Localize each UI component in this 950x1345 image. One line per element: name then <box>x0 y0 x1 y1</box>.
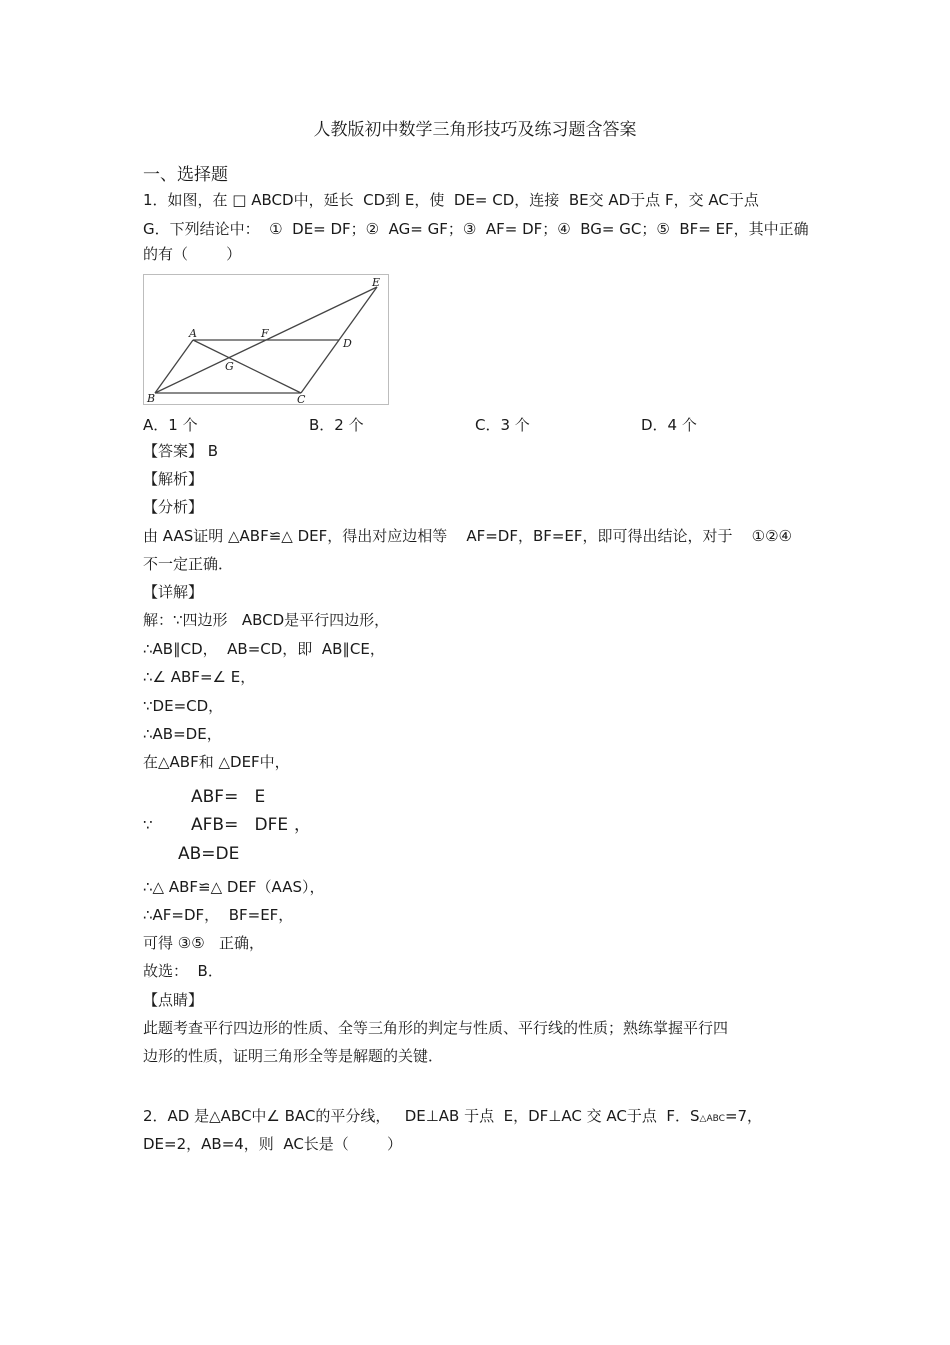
solution-step: ∴AB∥CD， AB=CD，即 AB∥CE， <box>143 640 385 658</box>
q1-stem-line1: 1．如图，在 □ ABCD中，延长 CD到 E，使 DE= CD，连接 BE交 AD于点 F，交 AC于点 <box>143 191 759 209</box>
conclusion-line: ∴△ ABF≌△ DEF（AAS）， <box>143 878 325 896</box>
xiangjie-heading: 【详解】 <box>143 583 204 601</box>
label-a: A <box>189 327 197 340</box>
label-g: G <box>225 360 234 373</box>
dianjing-line2: 边形的性质，证明三角形全等是解题的关键． <box>143 1047 444 1065</box>
conclusion-line: 故选： B． <box>143 962 223 980</box>
q1-option-a: A．1 个 <box>143 416 198 434</box>
q1-stem-line2: G．下列结论中： ① DE= DF；② AG= GF；③ AF= DF；④ BG= GC；⑤ BF= EF，其中正确 <box>143 220 809 238</box>
q2-stem-text: 2．AD 是△ABC中∠ BAC的平分线， DE⊥AB 于点 E，DF⊥AC 交 AC于点 F．S <box>143 1107 700 1125</box>
label-c: C <box>297 393 306 405</box>
solution-step: ∴∠ ABF=∠ E， <box>143 668 256 686</box>
q1-option-b: B．2 个 <box>309 416 364 434</box>
q2-subscript: △ABC <box>699 1114 725 1124</box>
q1-option-d: D．4 个 <box>641 416 697 434</box>
because-symbol: ∵ <box>143 816 153 834</box>
fenxi-line2: 不一定正确． <box>143 555 234 573</box>
fenxi-heading: 【分析】 <box>143 498 204 516</box>
dianjing-line1: 此题考查平行四边形的性质、全等三角形的判定与性质、平行线的性质；熟练掌握平行四 <box>143 1019 729 1037</box>
solution-step: ∴AB=DE， <box>143 725 222 743</box>
equation-system-line: AB=DE <box>178 844 240 864</box>
section-heading: 一、选择题 <box>143 165 228 185</box>
q2-stem-line1 <box>143 1106 762 1129</box>
equation-system-line: ABF= E <box>191 787 266 807</box>
conclusion-line: ∴AF=DF， BF=EF， <box>143 906 294 924</box>
jiexi-heading: 【解析】 <box>143 470 204 488</box>
q1-stem-line3: 的有（ ） <box>143 245 242 263</box>
geometry-diagram <box>143 274 389 405</box>
label-d: D <box>343 337 352 350</box>
solution-step: 解：∵四边形 ABCD是平行四边形， <box>143 611 390 629</box>
label-b: B <box>147 392 156 405</box>
solution-step: 在△ABF和 △DEF中， <box>143 753 290 771</box>
segment-ab <box>155 340 193 393</box>
conclusion-line: 可得 ③⑤ 正确， <box>143 934 264 952</box>
q1-option-c: C．3 个 <box>475 416 530 434</box>
page-title: 人教版初中数学三角形技巧及练习题含答案 <box>313 120 637 140</box>
equation-system-line: AFB= DFE <box>191 815 289 835</box>
answer-line: 【答案】 B <box>143 442 219 460</box>
fenxi-line1: 由 AAS证明 △ABF≌△ DEF，得出对应边相等 AF=DF，BF=EF，即可得出结论，对于 ①②④ <box>143 527 792 545</box>
solution-step: ∵DE=CD， <box>143 697 224 715</box>
q2-stem-line2: DE=2，AB=4，则 AC长是（ ） <box>143 1135 402 1153</box>
label-f: F <box>261 327 269 340</box>
q2-stem-value: =7， <box>724 1107 763 1125</box>
parallelogram-figure <box>143 274 389 405</box>
equation-system-comma: ， <box>294 815 311 835</box>
label-e: E <box>372 276 381 289</box>
dianjing-heading: 【点睛】 <box>143 991 204 1009</box>
